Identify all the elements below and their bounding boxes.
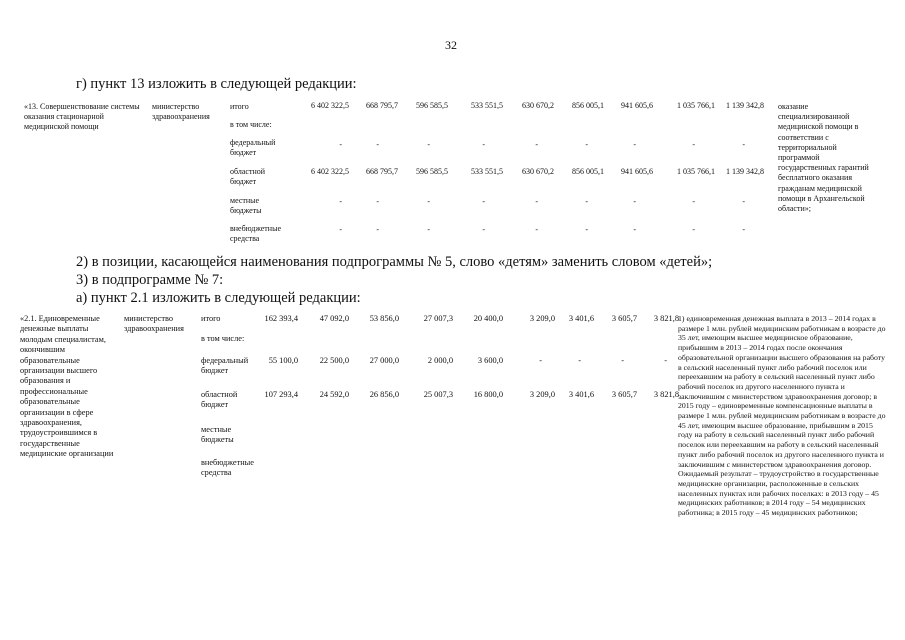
source-label: местные бюджеты	[201, 425, 234, 445]
paragraph-3: 3) в подпрограмме № 7:	[76, 272, 224, 288]
value-cell: 856 005,1	[572, 167, 604, 176]
value-cell: -	[742, 140, 745, 149]
value-cell: -	[535, 197, 538, 206]
value-cell: -	[482, 197, 485, 206]
value-cell: -	[742, 197, 745, 206]
value-cell: -	[427, 140, 430, 149]
value-cell: 3 821,8	[653, 390, 679, 399]
value-cell: -	[742, 225, 745, 234]
value-cell: -	[578, 356, 581, 365]
value-cell: -	[692, 225, 695, 234]
source-label: федеральный бюджет	[230, 138, 276, 158]
value-cell: -	[427, 197, 430, 206]
value-cell: -	[692, 197, 695, 206]
value-cell: 6 402 322,5	[311, 101, 349, 110]
value-cell: 941 605,6	[621, 101, 653, 110]
value-cell: 668 795,7	[366, 167, 398, 176]
value-cell: -	[692, 140, 695, 149]
value-cell: -	[621, 356, 624, 365]
value-cell: 6 402 322,5	[311, 167, 349, 176]
value-cell: -	[339, 225, 342, 234]
value-cell: 24 592,0	[319, 390, 349, 399]
value-cell: 2 000,0	[427, 356, 453, 365]
source-label: внебюджетные средства	[201, 458, 254, 478]
value-cell: 3 821,8	[653, 314, 679, 323]
page-number: 32	[445, 38, 457, 52]
source-label: внебюджетные средства	[230, 224, 281, 244]
value-cell: -	[376, 225, 379, 234]
value-cell: 856 005,1	[572, 101, 604, 110]
source-label: местные бюджеты	[230, 196, 262, 216]
value-cell: 3 605,7	[611, 314, 637, 323]
value-cell: 533 551,5	[471, 167, 503, 176]
value-cell: 53 856,0	[369, 314, 399, 323]
value-cell: 22 500,0	[319, 356, 349, 365]
source-label: областной бюджет	[230, 167, 266, 187]
value-cell: 20 400,0	[473, 314, 503, 323]
value-cell: -	[535, 140, 538, 149]
value-cell: -	[376, 197, 379, 206]
value-cell: 162 393,4	[264, 314, 298, 323]
source-label: итого	[230, 102, 249, 111]
value-cell: -	[539, 356, 542, 365]
value-cell: 1 139 342,8	[726, 101, 764, 110]
value-cell: 630 670,2	[522, 101, 554, 110]
value-cell: -	[427, 225, 430, 234]
executor-cell: министерство здравоохранения	[152, 102, 210, 122]
value-cell: 27 007,3	[423, 314, 453, 323]
value-cell: 107 293,4	[264, 390, 298, 399]
value-cell: 630 670,2	[522, 167, 554, 176]
executor-cell: министерство здравоохранения	[124, 314, 184, 334]
value-cell: -	[339, 197, 342, 206]
value-cell: 55 100,0	[268, 356, 298, 365]
value-cell: -	[585, 197, 588, 206]
result-cell: оказание специализированной медицинской помощи в соответствии с территориальной программой государственных гарантий бесплатного оказания гражданам медицинской помощи в Архангельской области»;	[778, 102, 869, 214]
value-cell: -	[664, 356, 667, 365]
source-label: в том числе:	[201, 334, 245, 343]
value-cell: 1 035 766,1	[677, 101, 715, 110]
source-label: федеральный бюджет	[201, 356, 249, 376]
value-cell: 25 007,3	[423, 390, 453, 399]
value-cell: -	[585, 225, 588, 234]
value-cell: -	[482, 225, 485, 234]
value-cell: -	[339, 140, 342, 149]
result-cell: 1) единовременная денежная выплата в 2013 – 2014 годах в размере 1 млн. рублей медицинским работникам в возрасте до 35 лет, имеющим высшее медицинское образование, прибывшим в 2013 – 2014 годах после окончания образовательной организации высшего образования на работу в сельский населенный пункт либо рабочий поселок или переехавшим на работу в сельский населенный пункт либо рабочий поселок из другого населенного пункта и заключившим с министерством здравоохранения договор; в 2015 году – единовременные компенсационные выплаты в размере 1 млн. рублей медицинским работникам в возрасте до 45 лет, имеющим высшее образование, прибывшим в 2015 году на работу в сельский населенный пункт либо рабочий поселок или переехавшим на работу в сельский населенный пункт либо рабочий поселок из другого населенного пункта и заключившим с министерством здравоохранения договор. Ожидаемый результат – трудоустройство в государственные медицинские организации, расположенные в сельских населенных пунктах или рабочих поселках: в 2013 году – 45 медицинских работников; в 2014 году – 54 медицинских работника; в 2015 году – 45 медицинских работников;	[678, 314, 886, 518]
value-cell: -	[535, 225, 538, 234]
section-heading-g: г) пункт 13 изложить в следующей редакции:	[76, 76, 357, 92]
value-cell: 26 856,0	[369, 390, 399, 399]
value-cell: -	[482, 140, 485, 149]
paragraph-2: 2) в позиции, касающейся наименования подпрограммы № 5, слово «детям» заменить словом «детей»;	[76, 254, 713, 270]
value-cell: 941 605,6	[621, 167, 653, 176]
source-label: областной бюджет	[201, 390, 238, 410]
measure-cell: «2.1. Единовременные денежные выплаты молодым специалистам, окончившим образовательные организации высшего образования и профессиональные образовательные организации в сфере здравоохранения, трудоустроившимся в государственные медицинские организации	[20, 314, 114, 459]
value-cell: 3 605,7	[611, 390, 637, 399]
measure-cell: «13. Совершенствование системы оказания стационарной медицинской помощи	[24, 102, 140, 132]
value-cell: 16 800,0	[473, 390, 503, 399]
value-cell: 1 035 766,1	[677, 167, 715, 176]
value-cell: 3 401,6	[568, 390, 594, 399]
value-cell: -	[585, 140, 588, 149]
value-cell: 27 000,0	[369, 356, 399, 365]
value-cell: 668 795,7	[366, 101, 398, 110]
value-cell: 533 551,5	[471, 101, 503, 110]
value-cell: 3 209,0	[529, 314, 555, 323]
value-cell: -	[633, 197, 636, 206]
value-cell: 3 209,0	[529, 390, 555, 399]
section-heading-a: а) пункт 2.1 изложить в следующей редакции:	[76, 290, 361, 306]
value-cell: 3 401,6	[568, 314, 594, 323]
value-cell: -	[633, 140, 636, 149]
value-cell: 596 585,5	[416, 167, 448, 176]
value-cell: -	[376, 140, 379, 149]
value-cell: 596 585,5	[416, 101, 448, 110]
value-cell: 1 139 342,8	[726, 167, 764, 176]
value-cell: 47 092,0	[319, 314, 349, 323]
source-label: итого	[201, 314, 221, 323]
source-label: в том числе:	[230, 120, 272, 129]
value-cell: 3 600,0	[477, 356, 503, 365]
value-cell: -	[633, 225, 636, 234]
